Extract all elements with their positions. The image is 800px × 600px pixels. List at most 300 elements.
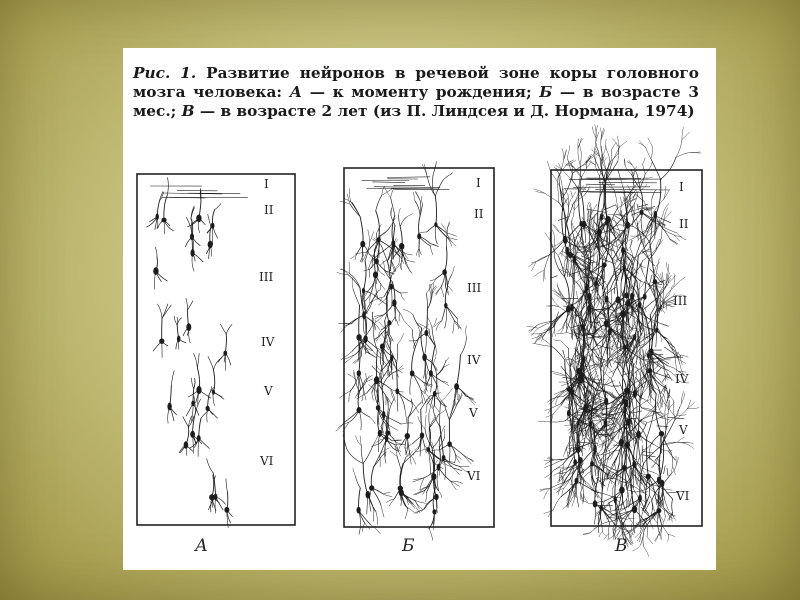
neuropil-fiber <box>642 496 649 510</box>
neuron-dendrite <box>644 177 653 178</box>
neuron-dendrite <box>649 238 655 249</box>
panel-a <box>137 174 295 556</box>
neuron-dendrite <box>544 270 545 279</box>
panel-a-layer-v: V <box>264 384 273 398</box>
neuron-dendrite <box>350 204 360 216</box>
neuron-dendrite <box>611 386 619 387</box>
neuron-dendrite <box>340 201 350 204</box>
panel-b <box>336 161 494 556</box>
panel-v-layer-v: V <box>679 423 688 437</box>
neuron-dendrite <box>445 287 447 306</box>
neuron-dendrite <box>651 462 656 467</box>
neuropil-fiber <box>638 223 639 239</box>
neuron-dendrite <box>408 407 416 417</box>
neuron-dendrite <box>366 373 367 381</box>
neuron-dendrite <box>546 414 553 417</box>
neuropil-fiber <box>669 451 676 460</box>
neuron-dendrite <box>445 248 447 273</box>
neuron-dendrite <box>170 407 177 415</box>
neuron-dendrite <box>383 493 390 494</box>
panel-v-layer-iv: IV <box>675 372 689 386</box>
neuron-dendrite <box>580 145 582 152</box>
neuron-dendrite <box>372 275 376 292</box>
neuron-dendrite <box>639 333 643 338</box>
neuron-dendrite <box>164 196 167 220</box>
neuron-dendrite <box>554 340 561 341</box>
neuron-dendrite <box>364 390 366 400</box>
neuron-dendrite <box>371 467 373 488</box>
neuron-dendrite <box>199 418 201 438</box>
neuron-dendrite <box>347 449 364 464</box>
caption-text: Развитие нейронов в речевой зоне коры головного мозга человека: <box>133 64 699 101</box>
neuron-dendrite <box>563 171 572 180</box>
neuron-dendrite <box>412 373 423 382</box>
neuron-dendrite <box>574 262 575 281</box>
neuron-dendrite <box>651 159 661 180</box>
neuron-dendrite <box>676 456 677 464</box>
neuron-dendrite <box>630 212 642 226</box>
neuron-dendrite <box>360 216 363 244</box>
neuron-dendrite <box>208 408 218 418</box>
neuron-dendrite <box>536 191 545 193</box>
neuron-dendrite <box>397 391 412 402</box>
neuron-dendrite <box>466 326 467 338</box>
neuron-dendrite <box>379 299 386 305</box>
neuron-dendrite <box>650 243 655 282</box>
neuron-dendrite <box>397 364 398 392</box>
caption-letter-a: А <box>289 83 303 101</box>
neuron-dendrite <box>355 379 359 391</box>
neuron-dendrite <box>651 199 663 215</box>
neuron-dendrite <box>620 141 627 146</box>
neuron-dendrite <box>606 139 607 150</box>
neuron-dendrite <box>603 145 606 155</box>
neuron-dendrite <box>667 410 668 423</box>
neuron-panels-illustration <box>123 48 716 570</box>
neuron-dendrite <box>610 452 613 460</box>
panel-b-layer-vi: VI <box>467 469 481 483</box>
panel-b-layer-v: V <box>469 406 478 420</box>
neuron-dendrite <box>379 322 385 328</box>
neuron-dendrite <box>420 204 422 215</box>
neuron-dendrite <box>431 373 441 380</box>
neuron-dendrite <box>194 354 198 369</box>
neuron-dendrite <box>665 500 668 510</box>
neuron-dendrite <box>415 201 420 216</box>
neuron-dendrite <box>682 132 690 139</box>
neuron-dendrite <box>595 408 612 413</box>
neuron-dendrite <box>591 204 597 214</box>
neuron-dendrite <box>372 393 374 401</box>
neuron-dendrite <box>186 237 193 247</box>
neuron-dendrite <box>672 512 676 520</box>
neuron-dendrite <box>631 371 632 376</box>
neuron-dendrite <box>640 363 644 375</box>
neuron-dendrite <box>572 282 574 295</box>
neuron-dendrite <box>336 423 344 432</box>
neuron-dendrite <box>428 523 433 530</box>
neuron-dendrite <box>595 512 600 517</box>
neuron-dendrite <box>199 390 211 398</box>
neuron-dendrite <box>611 385 620 386</box>
panel-v-layer-i: I <box>679 180 684 194</box>
neuropil-fiber <box>579 442 598 443</box>
neuron-dendrite <box>601 298 603 309</box>
neuron-dendrite <box>644 547 649 557</box>
neuron-dendrite <box>592 383 593 399</box>
neuron-dendrite <box>208 214 211 227</box>
neuron-dendrite <box>447 233 456 236</box>
neuron-dendrite <box>436 347 437 357</box>
neuron-dendrite <box>640 188 643 212</box>
neuron-dendrite <box>220 324 226 334</box>
neuron-dendrite <box>436 287 441 295</box>
neuron-dendrite <box>646 147 651 158</box>
neuron-dendrite <box>345 355 355 360</box>
neuron-dendrite <box>174 316 177 325</box>
neuron-dendrite <box>399 216 401 227</box>
neuron-dendrite <box>422 504 427 511</box>
neuron-dendrite <box>381 505 384 517</box>
neuron-dendrite <box>661 158 676 180</box>
neuron-dendrite <box>590 526 598 533</box>
caption-letter-b: Б <box>539 83 553 101</box>
neuron-dendrite <box>562 148 564 159</box>
neuron-dendrite <box>435 180 443 196</box>
neuron-dendrite <box>584 494 588 502</box>
neuron-dendrite <box>540 345 552 347</box>
neuron-dendrite <box>681 443 693 449</box>
neuron-dendrite <box>431 345 435 373</box>
neuron-dendrite <box>605 427 606 436</box>
panel-v-neurons <box>527 125 701 557</box>
neuron-dendrite <box>403 320 412 330</box>
neuropil-fiber <box>609 502 611 511</box>
neuron-dendrite <box>381 371 382 388</box>
neuron-dendrite <box>403 452 415 464</box>
neuropil-fiber <box>615 216 622 221</box>
neuron-dendrite <box>349 391 351 402</box>
neuron-axon <box>576 481 579 507</box>
neuropil-fiber <box>653 354 669 363</box>
neuron-dendrite <box>405 509 408 518</box>
neuron-dendrite <box>553 224 559 232</box>
neuron-dendrite <box>580 152 581 164</box>
neuron-dendrite <box>431 284 432 294</box>
neuron-dendrite <box>558 328 562 331</box>
neuron-dendrite <box>435 406 440 412</box>
neuron-dendrite <box>406 214 413 218</box>
neuron-dendrite <box>349 275 360 288</box>
neuron-dendrite <box>558 389 566 397</box>
neuron-dendrite <box>540 489 550 492</box>
neuropil-fiber <box>632 212 635 226</box>
panel-b-layer-iii: III <box>467 281 482 295</box>
neuron-dendrite <box>534 270 544 276</box>
neuropil-fiber <box>664 466 666 474</box>
neuron-dendrite <box>391 287 401 293</box>
panel-b-layer-i: I <box>476 176 481 190</box>
neuron-dendrite <box>569 197 573 206</box>
panel-v-letter: В <box>615 536 628 556</box>
neuron-dendrite <box>568 195 569 207</box>
neuron-dendrite <box>562 321 566 329</box>
neuron-dendrite <box>552 230 555 240</box>
neuron-dendrite <box>429 414 430 428</box>
neuropil-fiber <box>643 298 657 310</box>
neuron-dendrite <box>400 217 406 227</box>
neuron-dendrite <box>416 401 422 408</box>
neuron-dendrite <box>641 530 645 545</box>
neuron-dendrite <box>412 347 416 374</box>
neuron-dendrite <box>380 439 387 456</box>
neuron-dendrite <box>621 291 622 304</box>
neuron-dendrite <box>455 455 456 463</box>
neuron-dendrite <box>667 388 669 400</box>
neuron-dendrite <box>353 289 360 305</box>
neuron-dendrite <box>535 334 540 344</box>
neuron-dendrite <box>562 488 564 494</box>
panel-a-layer-vi: VI <box>260 454 274 468</box>
neuron-dendrite <box>544 270 545 281</box>
neuron-dendrite <box>688 402 695 409</box>
neuron-dendrite <box>419 236 430 243</box>
neuron-dendrite <box>383 494 392 497</box>
neuropil-fiber <box>619 382 624 394</box>
neuron-dendrite <box>397 334 403 345</box>
neuron-dendrite <box>674 277 685 287</box>
neuron-dendrite <box>570 296 572 304</box>
neuron-dendrite <box>643 158 646 165</box>
neuron-dendrite <box>371 525 381 534</box>
neuron-dendrite <box>390 451 397 456</box>
neuron-dendrite <box>587 162 591 168</box>
neuron-dendrite <box>370 232 374 242</box>
neuron-dendrite <box>558 185 559 202</box>
neuron-dendrite <box>421 196 422 204</box>
neuron-dendrite <box>573 266 577 278</box>
neuron-dendrite <box>368 230 370 242</box>
neuron-dendrite <box>612 143 617 150</box>
neuropil-fiber <box>649 275 652 287</box>
neuron-dendrite <box>667 366 678 372</box>
neuron-dendrite <box>553 497 561 510</box>
neuron-dendrite <box>226 479 227 492</box>
neuron-dendrite <box>641 492 648 493</box>
neuron-dendrite <box>691 152 700 153</box>
neuron-dendrite <box>435 196 436 225</box>
neuron-dendrite <box>666 274 667 284</box>
panel-a-neurons <box>147 178 248 528</box>
neuron-dendrite <box>567 146 569 157</box>
neuron-dendrite <box>449 239 457 246</box>
neuron-dendrite <box>457 387 469 398</box>
neuron-dendrite <box>651 146 653 159</box>
neuron-dendrite <box>633 191 637 199</box>
neuron-dendrite <box>425 415 426 429</box>
neuropil-fiber <box>612 453 619 465</box>
neuron-dendrite <box>353 468 356 476</box>
neuron-dendrite <box>618 432 619 439</box>
neuron-dendrite <box>426 492 427 502</box>
neuron-dendrite <box>600 176 601 196</box>
neuron-dendrite <box>607 458 608 470</box>
neuron-dendrite <box>446 306 457 319</box>
caption-text-a: — к моменту рождения; <box>309 83 532 101</box>
neuron-dendrite <box>641 523 645 535</box>
neuron-dendrite <box>660 332 662 342</box>
neuron-dendrite <box>568 348 570 365</box>
neuron-dendrite <box>443 173 453 180</box>
neuron-dendrite <box>664 230 671 241</box>
neuron-dendrite <box>349 189 350 202</box>
neuron-dendrite <box>363 446 373 463</box>
neuron-dendrite <box>681 391 683 403</box>
neuron-dendrite <box>636 490 646 493</box>
neuron-dendrite <box>426 294 427 309</box>
neuron-dendrite <box>357 244 363 254</box>
panel-v <box>527 125 702 557</box>
neuropil-fiber <box>560 469 561 481</box>
neuron-dendrite <box>419 248 421 255</box>
neuron-dendrite <box>554 330 555 336</box>
neuropil-fiber <box>643 452 653 454</box>
neuron-dendrite <box>393 366 403 373</box>
neuron-dendrite <box>605 184 607 222</box>
neuron-dendrite <box>546 306 558 307</box>
neuron-dendrite <box>435 394 441 403</box>
neuron-axon <box>391 287 392 306</box>
neuron-dendrite <box>380 284 381 291</box>
neuron-dendrite <box>533 343 540 344</box>
neuron-dendrite <box>387 406 389 418</box>
neuron-dendrite <box>213 370 214 393</box>
neuron-dendrite <box>581 471 591 483</box>
neuron-dendrite <box>567 203 574 224</box>
neuron-dendrite <box>401 423 413 424</box>
neuron-dendrite <box>427 317 432 328</box>
neuron-dendrite <box>365 295 370 302</box>
neuron-dendrite <box>432 318 436 328</box>
neuron-dendrite <box>158 304 163 319</box>
panel-v-layer-vi: VI <box>676 489 690 503</box>
neuron-dendrite <box>571 191 573 197</box>
neuron-dendrite <box>421 409 422 435</box>
neuron-dendrite <box>447 285 452 291</box>
neuron-dendrite <box>594 365 600 383</box>
neuron-dendrite <box>572 392 592 407</box>
neuron-dendrite <box>447 232 448 248</box>
neuron-dendrite <box>153 341 162 351</box>
neuropil-fiber <box>607 287 616 293</box>
neuron-dendrite <box>376 512 378 525</box>
neuron-dendrite <box>389 499 394 506</box>
neuron-dendrite <box>452 266 455 274</box>
neuropil-fiber <box>667 468 668 476</box>
neuron-dendrite <box>450 444 464 455</box>
neuron-dendrite <box>549 398 556 405</box>
neuron-dendrite <box>442 306 446 321</box>
neuron-dendrite <box>402 436 408 444</box>
neuron-dendrite <box>441 389 453 403</box>
panel-v-layer-iii: III <box>673 294 688 308</box>
neuron-dendrite <box>633 545 641 551</box>
neuron-dendrite <box>561 341 568 348</box>
neuron-axon <box>428 450 430 475</box>
neuron-axon <box>410 373 412 394</box>
neuron-dendrite <box>432 175 435 196</box>
neuron-dendrite <box>594 287 595 293</box>
neuron-dendrite <box>664 189 670 199</box>
neuron-axon <box>594 283 596 310</box>
neuron-dendrite <box>544 489 550 499</box>
neuron-dendrite <box>201 410 210 419</box>
neuron-dendrite <box>170 407 174 421</box>
neuron-dendrite <box>427 225 436 232</box>
neuron-dendrite <box>399 444 402 450</box>
neuron-dendrite <box>376 211 380 240</box>
neuropil-fiber <box>656 368 662 374</box>
neuron-dendrite <box>433 357 435 365</box>
neuron-dendrite <box>427 294 432 309</box>
neuron-dendrite <box>677 437 684 442</box>
neuropil-fiber <box>600 387 614 398</box>
neuron-dendrite <box>364 269 370 271</box>
neuron-dendrite <box>572 501 574 506</box>
neuron-dendrite <box>605 490 622 501</box>
neuron-dendrite <box>643 386 650 394</box>
neuron-dendrite <box>677 457 679 464</box>
neuron-dendrite <box>430 246 433 255</box>
neuron-dendrite <box>426 373 431 385</box>
neuron-dendrite <box>622 198 625 204</box>
neuron-dendrite <box>650 404 654 408</box>
neuron-dendrite <box>662 526 668 535</box>
neuron-dendrite <box>577 270 578 276</box>
caption-text-v: — в возрасте 2 лет (из П. Линдсея и Д. Нормана, 1974) <box>199 102 695 120</box>
neuron-dendrite <box>227 492 228 510</box>
neuron-dendrite <box>225 334 226 353</box>
neuron-dendrite <box>192 378 194 389</box>
neuron-dendrite <box>606 234 607 241</box>
neuron-dendrite <box>544 510 554 514</box>
neuron-dendrite <box>618 170 620 177</box>
neuron-dendrite <box>554 473 559 476</box>
neuron-dendrite <box>396 442 402 444</box>
neuron-dendrite <box>629 237 637 241</box>
neuron-dendrite <box>426 405 427 414</box>
neuron-dendrite <box>359 488 361 510</box>
neuron-dendrite <box>401 293 405 300</box>
neuron-dendrite <box>630 248 634 260</box>
neuron-dendrite <box>643 164 646 173</box>
neuron-dendrite <box>601 520 615 524</box>
neuron-dendrite <box>197 354 199 369</box>
panel-b-layer-ii: II <box>474 207 484 221</box>
neuron-dendrite <box>365 302 372 315</box>
neuron-dendrite <box>363 463 368 494</box>
caption-text-b: — в возрасте 3 мес.; <box>133 83 700 120</box>
neuron-dendrite <box>597 366 611 380</box>
neuron-dendrite <box>421 328 425 357</box>
neuron-dendrite <box>569 224 581 237</box>
neuron-dendrite <box>599 532 602 537</box>
neuron-dendrite <box>436 272 445 279</box>
neuron-dendrite <box>550 421 566 422</box>
neuron-dendrite <box>607 150 611 164</box>
neuron-dendrite <box>556 397 558 405</box>
neuron-dendrite <box>647 418 660 423</box>
